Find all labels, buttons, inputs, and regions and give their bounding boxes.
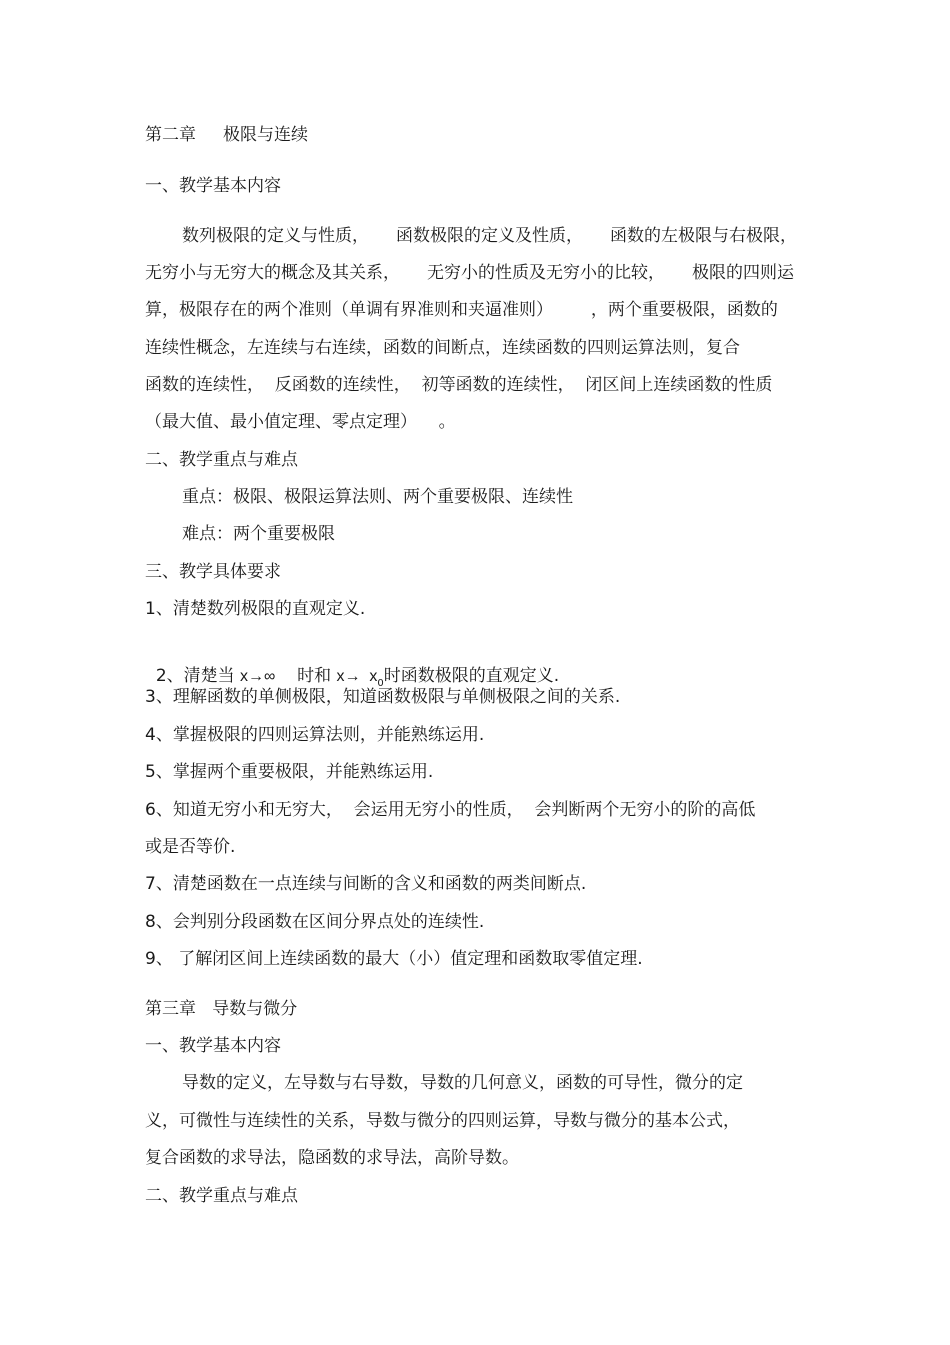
paragraph-line: （最大值、最小值定理、零点定理） 。 [145,412,456,432]
list-item: 1、清楚数列极限的直观定义. [145,599,366,619]
paragraph-line: 函数的连续性， 反函数的连续性， 初等函数的连续性， 闭区间上连续函数的性质 [145,375,773,395]
chapter-2-title: 第二章 极限与连续 [145,125,309,145]
section-heading: 二、教学重点与难点 [145,1186,298,1206]
paragraph-line: 无穷小与无穷大的概念及其关系， 无穷小的性质及无穷小的比较， 极限的四则运 [145,263,795,283]
list-item: 7、清楚函数在一点连续与间断的含义和函数的两类间断点. [145,874,587,894]
req2-suffix: 时函数极限的直观定义. [383,666,560,686]
key-points: 重点：极限、极限运算法则、两个重要极限、连续性 [182,487,573,507]
paragraph-line: 义，可微性与连续性的关系，导数与微分的四则运算，导数与微分的基本公式， [145,1111,740,1131]
list-item: 8、会判别分段函数在区间分界点处的连续性. [145,912,485,932]
chapter-3-title: 第三章 导数与微分 [145,999,298,1019]
paragraph-line: 复合函数的求导法，隐函数的求导法，高阶导数。 [145,1148,519,1168]
paragraph-line: 算，极限存在的两个准则（单调有界准则和夹逼准则） ，两个重要极限，函数的 [145,300,778,320]
list-item: 3、理解函数的单侧极限，知道函数极限与单侧极限之间的关系. [145,687,621,707]
paragraph-line: 数列极限的定义与性质， 函数极限的定义及性质， 函数的左极限与右极限， [182,226,798,246]
paragraph-line: 导数的定义，左导数与右导数，导数的几何意义，函数的可导性，微分的定 [182,1073,743,1093]
req2-prefix: 2、清楚当 [155,666,241,686]
paragraph-line: 连续性概念，左连续与右连续，函数的间断点，连续函数的四则运算法则，复合 [145,338,740,358]
req2-mid: 时和 [275,666,337,686]
math-expression: x→∞ [240,668,276,685]
list-item: 6、知道无穷小和无穷大， 会运用无穷小的性质， 会判断两个无穷小的阶的高低 [145,800,756,820]
list-item: 4、掌握极限的四则运算法则，并能熟练运用. [145,725,485,745]
list-item: 5、掌握两个重要极限，并能熟练运用. [145,762,434,782]
section-heading: 一、教学基本内容 [145,1036,281,1056]
section-heading: 二、教学重点与难点 [145,450,298,470]
math-subscript: 0 [377,678,384,689]
list-item [145,640,559,691]
list-item: 9、 了解闭区间上连续函数的最大（小）值定理和函数取零值定理. [145,949,643,969]
math-expression: x→ x [336,668,378,685]
section-heading: 一、教学基本内容 [145,176,281,196]
list-item-continued: 或是否等价. [145,837,236,857]
section-heading: 三、教学具体要求 [145,562,281,582]
difficult-points: 难点：两个重要极限 [182,524,335,544]
